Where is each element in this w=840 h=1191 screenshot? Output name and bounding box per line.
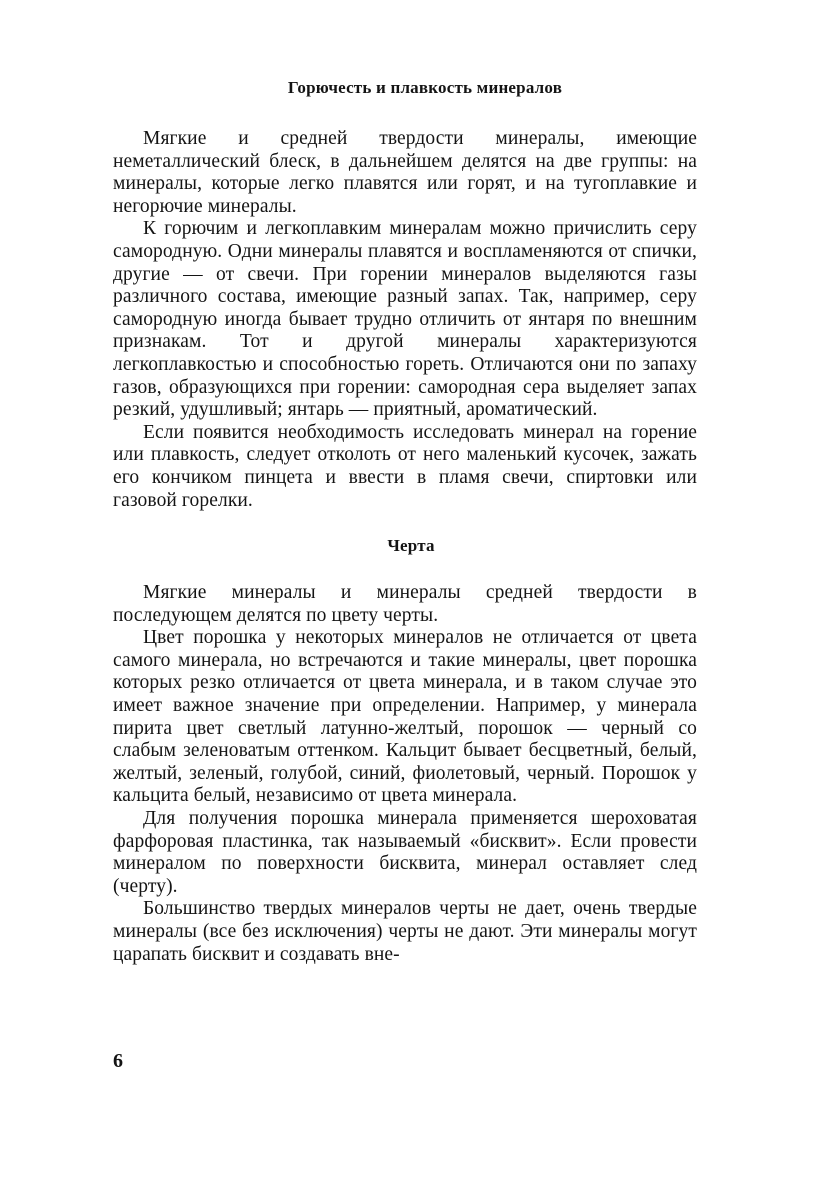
paragraph: Для получения порошка минерала применяется шероховатая фарфоровая пластинка, так называемый «бисквит». Если провести минералом по поверхности бисквита, минерал оставляет след (черту).: [113, 808, 697, 897]
paragraph: Цвет порошка у некоторых минералов не отличается от цвета самого минерала, но встречаются и такие минералы, цвет порошка которых резко отличается от цвета минерала, и в таком случае это имеет важное значение при определении. Например, у минерала пирита цвет светлый латунно-желтый, порошок — черный со слабым зеленоватым оттенком. Кальцит бывает бесцветный, белый, желтый, зеленый, голубой, синий, фиолетовый, черный. Порошок у кальцита белый, независимо от цвета минерала.: [113, 627, 697, 807]
paragraph: Большинство твердых минералов черты не дает, очень твердые минералы (все без исключения) черты не дают. Эти минералы могут царапать бисквит и создавать вне-: [113, 898, 697, 965]
section-title-streak: Черта: [387, 536, 435, 556]
paragraph: К горючим и легкоплавким минералам можно причислить серу самородную. Одни минералы плавятся и воспламеняются от спички, другие — от свечи. При горении минералов выделяются газы различного состава, имеющие разный запах. Так, например, серу самородную иногда бывает трудно отличить от янтаря по внешним признакам. Тот и другой минералы характеризуются легкоплавкостью и способностью гореть. Отличаются они по запаху газов, образующихся при горении: самородная сера выделяет запах резкий, удушливый; янтарь — приятный, ароматический.: [113, 218, 697, 421]
paragraph: Мягкие и средней твердости минералы, имеющие неметаллический блеск, в дальнейшем делятся на две группы: на минералы, которые легко плавятся или горят, и на тугоплавкие и негорючие минералы.: [113, 128, 697, 217]
paragraph: Мягкие минералы и минералы средней твердости в последующем делятся по цвету черты.: [113, 582, 697, 626]
page-number: 6: [113, 1050, 123, 1072]
section-title-flammability: Горючесть и плавкость минералов: [287, 78, 563, 97]
paragraph: Если появится необходимость исследовать минерал на горение или плавкость, следует отколоть от него маленький кусочек, зажать его кончиком пинцета и ввести в пламя свечи, спиртовки или газовой горелки.: [113, 421, 697, 511]
text-block: [113, 78, 697, 966]
